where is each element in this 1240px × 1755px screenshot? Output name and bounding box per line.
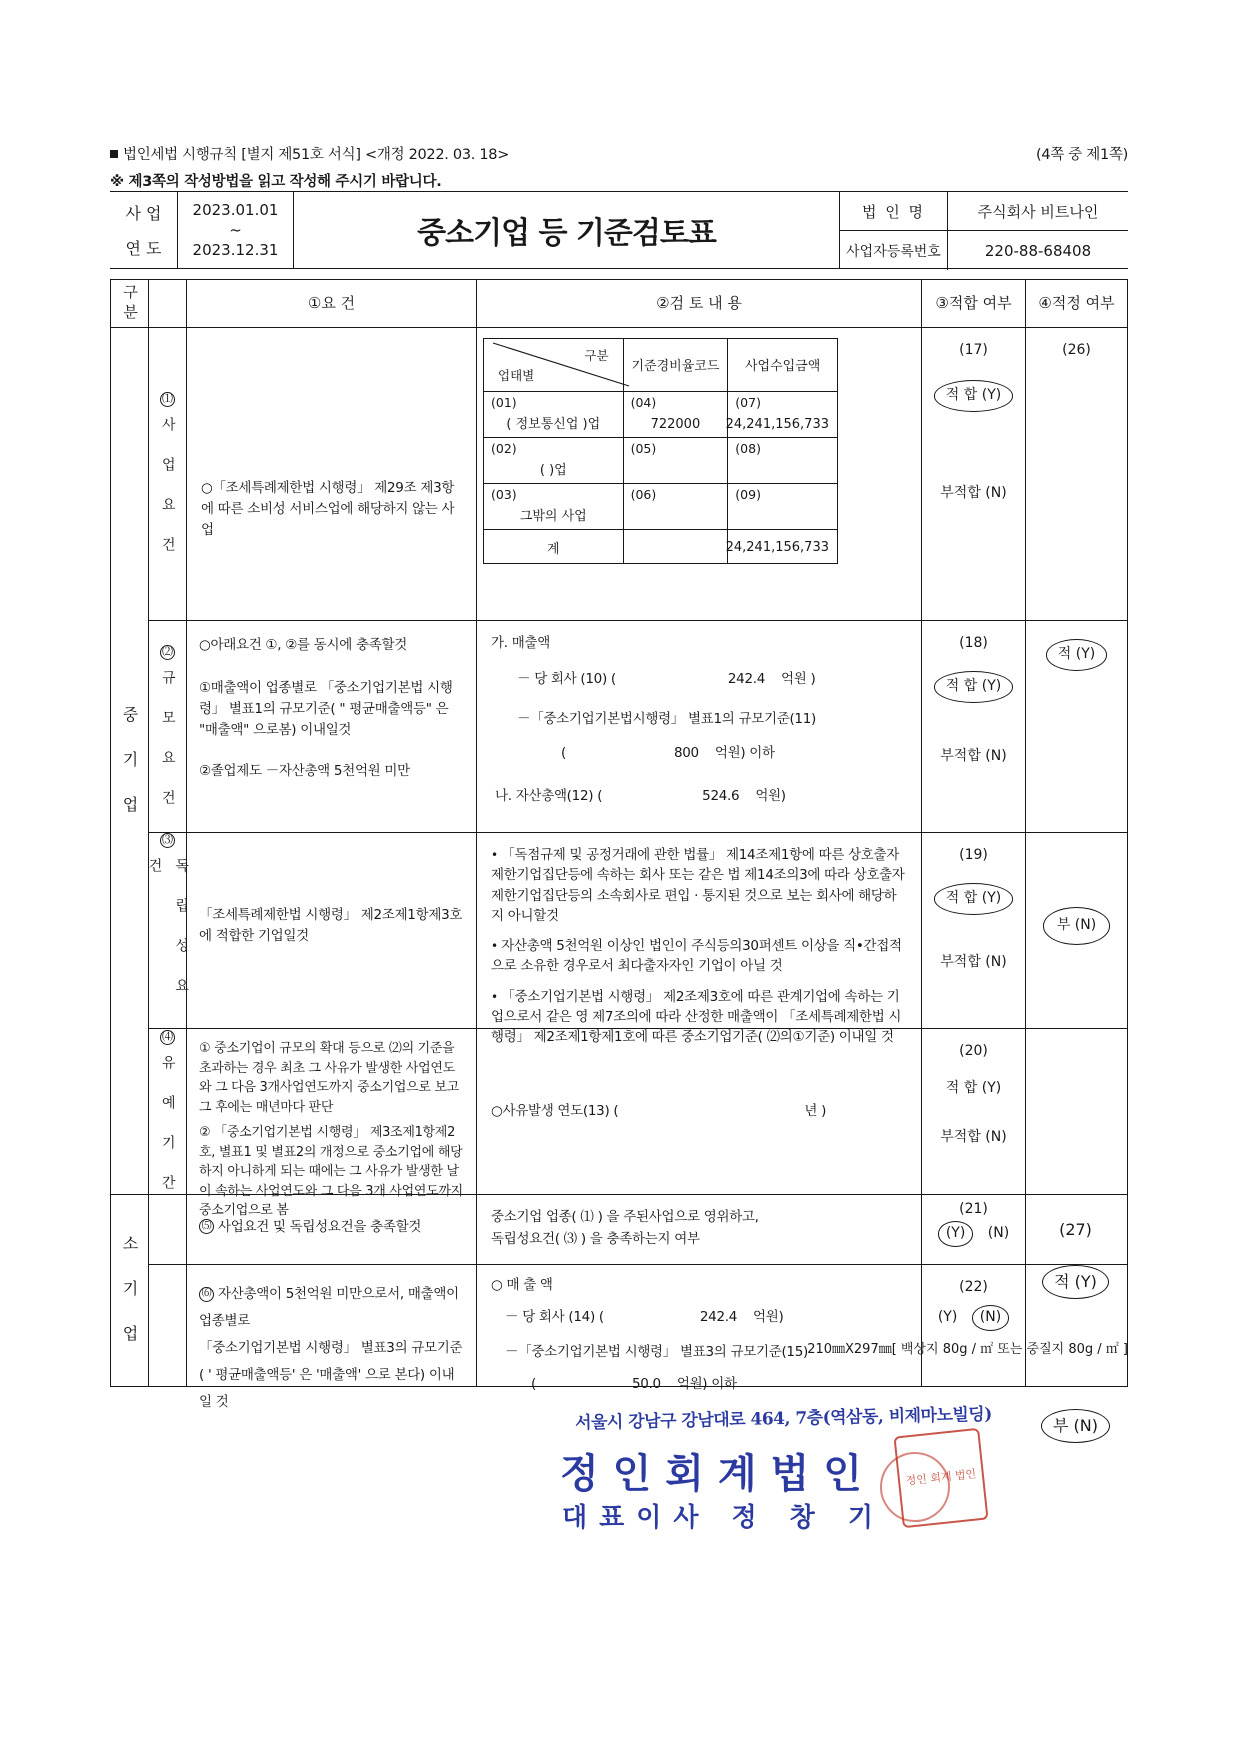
- section4-fit-no: (20): [959, 1043, 988, 1059]
- gubun-sme: [111, 328, 148, 1195]
- section4-adequacy: [1026, 1029, 1127, 1194]
- small-adq-no-mark[interactable]: 부 (N): [1041, 1409, 1110, 1443]
- section4-req-1: ① 중소기업이 규모의 확대 등으로 ⑵의 기준을 초과하는 경우 최초 그 사유가 발생한 사업연도와 그 다음 3개사업연도까지 중소기업으로 보고 그 후에는 매년마다 판단: [199, 1041, 460, 1115]
- section5-fit: [922, 1195, 1026, 1264]
- business-year-label-1: 사 업: [125, 204, 162, 223]
- section2-requirement: [187, 621, 477, 832]
- section2-adq-mark[interactable]: 적 (Y): [1046, 639, 1107, 671]
- section6-index-num: ⑹: [199, 1287, 214, 1302]
- table-row: [484, 438, 838, 484]
- section6-company-sales-value: 242.4: [699, 1309, 738, 1326]
- section3-bullet-3-text: 「중소기업기본법 시행령」 제2조제3호에 따른 관계기업에 속하는 기업으로서 같은 영 제7조의에 따라 산정한 매출액이 「조세특례제한법 시행령」 제2조제1항제1호에 따른 중소기업기준( ⑵의①기준) 이내일 것: [491, 988, 902, 1045]
- section4-req-2: ② 「중소기업기본법 시행령」 제3조제1항제2호, 별표1 및 별표2의 개정으로 중소기업에 해당하지 아니하게 되는 때에는 그 사유가 발생한 날이 속하는 사업연도와 그 다음 3개 사업연도까지 중소기업으로 봄: [199, 1125, 463, 1218]
- section2-standard-unit: 억원) 이하: [714, 744, 775, 761]
- section6-fit: [922, 1265, 1026, 1386]
- section-scale-requirement: [149, 621, 1127, 833]
- row2-type: [484, 438, 624, 484]
- col-header-review: ②검 토 내 용: [477, 280, 922, 327]
- col-header-gubun-text: 구분: [121, 283, 140, 324]
- section3-index-num: ⑶: [162, 833, 173, 847]
- section2-req-3: ②졸업제도 －자산총액 5천억원 미만: [199, 762, 410, 779]
- corp-name-key: 법 인 명: [840, 192, 948, 230]
- company-info: [840, 192, 1128, 268]
- corp-name-row: [840, 192, 1128, 231]
- corp-name-value: 주식회사 비트나인: [977, 202, 1099, 221]
- section6-company-sales-unit: 억원): [753, 1309, 784, 1326]
- document-title: [294, 192, 840, 268]
- section6-standard-label: －「중소기업기본법 시행령」 별표3의 규모기준(15): [505, 1343, 808, 1360]
- section2-asset-label: 나. 자산총액(12) (: [495, 788, 603, 805]
- row1-type-no: (01): [491, 395, 517, 410]
- section5-fit-choices: [938, 1221, 1009, 1247]
- subtable-col-amount-text: 사업수입금액: [744, 359, 821, 374]
- section5-fit-no-option[interactable]: (N): [987, 1225, 1010, 1241]
- section1-review: [477, 328, 922, 620]
- section3-fit-no-label[interactable]: 부적합 (N): [940, 953, 1007, 970]
- section2-index-num: ⑵: [162, 644, 173, 658]
- section2-rev-title: 가. 매출액: [491, 635, 550, 651]
- section6-req-1-row: [199, 1281, 464, 1335]
- biz-no-key: 사업자등록번호: [840, 231, 948, 270]
- business-year-label: [110, 192, 178, 268]
- section3-adequacy: [1026, 833, 1127, 1028]
- section3-adq-mark[interactable]: 부 (N): [1043, 907, 1110, 945]
- section6-index: [149, 1265, 187, 1386]
- section4-index: [149, 1029, 187, 1194]
- section2-standard-value-row: [561, 743, 907, 765]
- section5-review: [477, 1195, 922, 1264]
- row1-type: [484, 392, 624, 438]
- section2-standard-label: －「중소기업기본법시행령」 별표1의 규모기준(11): [517, 710, 816, 727]
- section1-index: [149, 328, 187, 620]
- row3-code: [623, 484, 728, 530]
- business-period: [178, 192, 294, 268]
- section2-paren: (: [561, 744, 566, 761]
- row3-amount: [728, 484, 838, 530]
- period-to: 2023.12.31: [192, 241, 279, 259]
- section1-requirement-text: ○「조세특례제한법 시행령」 제29조 제3항에 따른 소비성 서비스업에 해당하지 않는 사업: [201, 480, 455, 538]
- row1-amt-val: 24,241,156,733: [725, 417, 829, 432]
- section3-requirement: [187, 833, 477, 1028]
- section5-review-1: 중소기업 업종( ⑴ ) 을 주된사업으로 영위하고,: [491, 1209, 759, 1225]
- section6-req-2: 「중소기업기본법 시행령」 별표3의 규모기준: [199, 1340, 463, 1356]
- total-code-cell: [623, 530, 728, 564]
- small-adq-no: (27): [1059, 1220, 1092, 1239]
- section-independence-requirement: [146, 833, 1127, 1045]
- section6-fit-yes[interactable]: (Y): [937, 1309, 958, 1325]
- section1-adequacy: [1026, 328, 1127, 620]
- section6-paren: (: [531, 1375, 536, 1392]
- form-reference-text: 법인세법 시행규칙 [별지 제51호 서식] <개정 2022. 03. 18>: [123, 147, 510, 163]
- section3-index: [146, 833, 190, 1028]
- section2-req-1: ○아래요건 ①, ②를 동시에 충족할것: [199, 637, 407, 653]
- biz-no-row: [840, 231, 1128, 270]
- bullet-dot-icon: •: [491, 848, 502, 862]
- period-from: 2023.01.01: [192, 201, 279, 219]
- section4-fit-no-label[interactable]: 부적합 (N): [940, 1128, 1007, 1145]
- col-header-fit: ③적합 여부: [922, 280, 1026, 327]
- section5-index: [149, 1195, 187, 1264]
- section3-bullet-1-text: 「독점규제 및 공정거래에 관한 법률」 제14조제1항에 따른 상호출자제한기업집단등에 속하는 회사 또는 같은 법 제14조의3에 따라 상호출자제한기업집단등의 소속회사로 편입 · 통지된 것으로 보는 회사에 해당하지 아니할것: [491, 847, 905, 924]
- row2-type-name: ( )업: [539, 463, 567, 478]
- section1-fit-yes[interactable]: 적 합 (Y): [934, 380, 1013, 412]
- section3-requirement-text: 「조세특례제한법 시행령」 제2조제1항제3호에 적합한 기업일것: [199, 907, 463, 944]
- subtable-col-code: [623, 339, 728, 392]
- section5-review-2: 독립성요건( ⑶ ) 을 충족하는지 여부: [491, 1230, 700, 1247]
- section3-bullet-1: [491, 845, 907, 926]
- section2-index: [149, 621, 187, 832]
- section4-review-label: ○사유발생 연도(13) (: [491, 1103, 619, 1119]
- gubun-sme-text: 중 기 업: [120, 705, 139, 817]
- row3-amt-no: (09): [735, 487, 761, 502]
- row2-code-no: (05): [630, 441, 657, 456]
- subtable-header-row: [484, 339, 838, 392]
- subtable-total-row: [484, 530, 838, 564]
- row1-code-no: (04): [630, 395, 657, 410]
- section6-rev-title: ○ 매 출 액: [491, 1277, 553, 1293]
- col-header-index: [149, 280, 187, 327]
- bullet-dot-icon: •: [491, 939, 502, 953]
- subtable-diag-header: [484, 339, 624, 392]
- page-count: (4쪽 중 제1쪽): [1035, 147, 1128, 163]
- official-seal-text: 정인 회계 법인: [905, 1467, 977, 1488]
- section6-req-3: ( ' 평균매출액등' 은 '매출액' 으로 본다) 이내일 것: [199, 1367, 455, 1410]
- title-band: [110, 191, 1128, 269]
- total-amount-cell: [725, 530, 838, 564]
- section6-req-1: 자산총액이 5천억원 미만으로서, 매출액이 업종별로: [199, 1286, 459, 1329]
- section1-requirement: [187, 328, 477, 620]
- row2-type-no: (02): [491, 441, 517, 456]
- firm-signature: 정인회계법인: [560, 1450, 876, 1497]
- section6-company-sales: [505, 1307, 907, 1327]
- section6-standard-value: 50.0: [631, 1375, 661, 1392]
- row1-code-val: 722000: [650, 417, 701, 432]
- firm-address: 서울시 강남구 강남대로 464, 7층(역삼동, 비제마노빌딩): [574, 1404, 992, 1434]
- row2-amount: [728, 438, 838, 484]
- section1-fit-no: (17): [959, 342, 988, 358]
- section5-index-num: ⑸: [199, 1219, 214, 1234]
- small-adq-yes[interactable]: 적 (Y): [1042, 1265, 1109, 1299]
- col-header-gubun: [111, 280, 149, 327]
- section6-fit-no-option[interactable]: (N): [972, 1305, 1009, 1331]
- section1-index-num: ⑴: [162, 392, 173, 406]
- col-header-adequacy: ④적정 여부: [1038, 293, 1115, 312]
- section6-standard-value-row: [531, 1374, 907, 1394]
- section6-fit-no: (22): [959, 1279, 988, 1295]
- section2-standard-value: 800: [673, 744, 699, 761]
- table-header-row: [111, 280, 1127, 328]
- section3-fit: [922, 833, 1026, 1028]
- row1-amt-no: (07): [735, 395, 761, 410]
- section2-req-2: ①매출액이 업종별로 「중소기업기본법 시행령」 별표1의 규모기준( " 평균매출액등" 은 "매출액" 으로봄) 이내일것: [199, 679, 453, 738]
- section4-review-row: [477, 1029, 921, 1135]
- section4-requirement: [187, 1029, 477, 1218]
- row3-type-name: 그밖의 사업: [519, 509, 587, 524]
- section-small-scale-requirement: [149, 1265, 1127, 1410]
- section2-company-sales-unit: 억원 ): [781, 670, 816, 687]
- section3-bullet-2-text: 자산총액 5천억원 이상인 법인이 주식등의30퍼센트 이상을 직•간접적으로 소유한 경우로서 최다출자자인 기업이 아닐 것: [491, 938, 902, 975]
- section5-requirement: [187, 1195, 477, 1264]
- section4-label: 유 예 기 간: [159, 1054, 176, 1194]
- gubun-small: [111, 1195, 148, 1386]
- section2-adequacy: [1026, 621, 1127, 832]
- subtable-col-type: 업태별: [498, 368, 535, 383]
- section1-label: 사 업 요 건: [159, 417, 176, 556]
- row3-type-no: (03): [491, 487, 517, 502]
- section3-fit-no: (19): [959, 847, 988, 863]
- section6-standard-unit: 억원) 이하: [676, 1375, 737, 1392]
- document-title-text: 중소기업 등 기준검토표: [417, 216, 716, 251]
- section2-fit-no-label[interactable]: 부적합 (N): [940, 747, 1007, 764]
- section4-review-unit: 년 ): [804, 1103, 827, 1119]
- official-seal-icon: [893, 1428, 988, 1528]
- row3-code-no: (06): [630, 487, 657, 502]
- subtable-col-code-text: 기준경비율코드: [631, 359, 720, 374]
- row1-code: [623, 392, 728, 438]
- section4-fit-yes[interactable]: 적 합 (Y): [945, 1080, 1002, 1096]
- section2-fit-no: (18): [959, 635, 988, 651]
- section6-review: [477, 1265, 922, 1392]
- section4-fit: [922, 1029, 1026, 1194]
- section1-fit-no-label[interactable]: 부적합 (N): [940, 484, 1007, 501]
- bullet-dot-icon: •: [491, 989, 502, 1004]
- total-label: 계: [547, 542, 560, 557]
- business-type-subtable: [483, 338, 838, 564]
- section-business-requirement: [149, 328, 1127, 621]
- section2-company-sales-value: 242.4: [727, 670, 766, 687]
- business-year-label-2: 연 도: [125, 239, 162, 258]
- section2-company-sales: [517, 669, 907, 691]
- section2-company-sales-label: － 당 회사 (10) (: [517, 670, 616, 687]
- row2-amt-no: (08): [735, 441, 761, 456]
- section6-company-sales-label: － 당 회사 (14) (: [505, 1309, 604, 1326]
- section4-review: [477, 1029, 922, 1194]
- section3-review: [477, 833, 922, 1045]
- biz-no-value: 220-88-68408: [984, 241, 1092, 260]
- section6-fit-choices: [938, 1305, 1009, 1331]
- section2-asset-unit: 억원): [755, 788, 786, 805]
- section1-fit: [922, 328, 1026, 620]
- row1-type-name: ( 정보통신업 )업: [506, 417, 601, 432]
- row3-type: [484, 484, 624, 530]
- section2-asset-row: [495, 786, 907, 808]
- section3-bullet-2: [491, 936, 907, 977]
- subtable-col-gubun: 구분: [584, 348, 609, 363]
- subtable-col-amount: [728, 339, 838, 392]
- section2-asset-value: 524.6: [702, 788, 740, 805]
- row1-amount: [725, 392, 838, 438]
- section2-fit: [922, 621, 1026, 832]
- section3-label: 독 립 성 요 건: [146, 858, 190, 997]
- gubun-column: [111, 328, 149, 1386]
- sections-stack: [146, 328, 1127, 1410]
- section2-label: 규 모 요 건: [159, 669, 176, 809]
- row2-code: [623, 438, 728, 484]
- read-instruction-note: ※ 제3쪽의 작성방법을 읽고 작성해 주시기 바랍니다.: [110, 174, 442, 190]
- section1-adq-no: (26): [1062, 342, 1091, 358]
- total-amount: 24,241,156,733: [725, 540, 829, 555]
- section5-requirement-text: 사업요건 및 독립성요건을 충족할것: [218, 1219, 422, 1235]
- section-small-biz-requirement: [149, 1195, 1127, 1265]
- table-row: [484, 392, 838, 438]
- section3-fit-yes[interactable]: 적 합 (Y): [934, 883, 1013, 915]
- total-label-cell: [484, 530, 624, 564]
- paper-specification-note: 210㎜X297㎜[ 백상지 80g / ㎡ 또는 중질지 80g / ㎡ ]: [807, 1342, 1128, 1357]
- section4-index-num: ⑷: [162, 1029, 173, 1043]
- section6-requirement: [187, 1265, 477, 1410]
- gubun-small-text: 소 기 업: [120, 1235, 139, 1346]
- table-row: [484, 484, 838, 530]
- period-tilde: ~: [229, 221, 242, 239]
- section5-fit-yes[interactable]: (Y): [938, 1221, 973, 1247]
- small-biz-adequacy-column: [1025, 1206, 1126, 1518]
- col-header-requirement: ①요 건: [187, 280, 477, 327]
- section2-fit-yes[interactable]: 적 합 (Y): [934, 671, 1013, 703]
- section2-review: [477, 621, 922, 832]
- section5-fit-no: (21): [959, 1201, 988, 1217]
- ceo-signature: 대표이사 정 창 기: [562, 1503, 885, 1533]
